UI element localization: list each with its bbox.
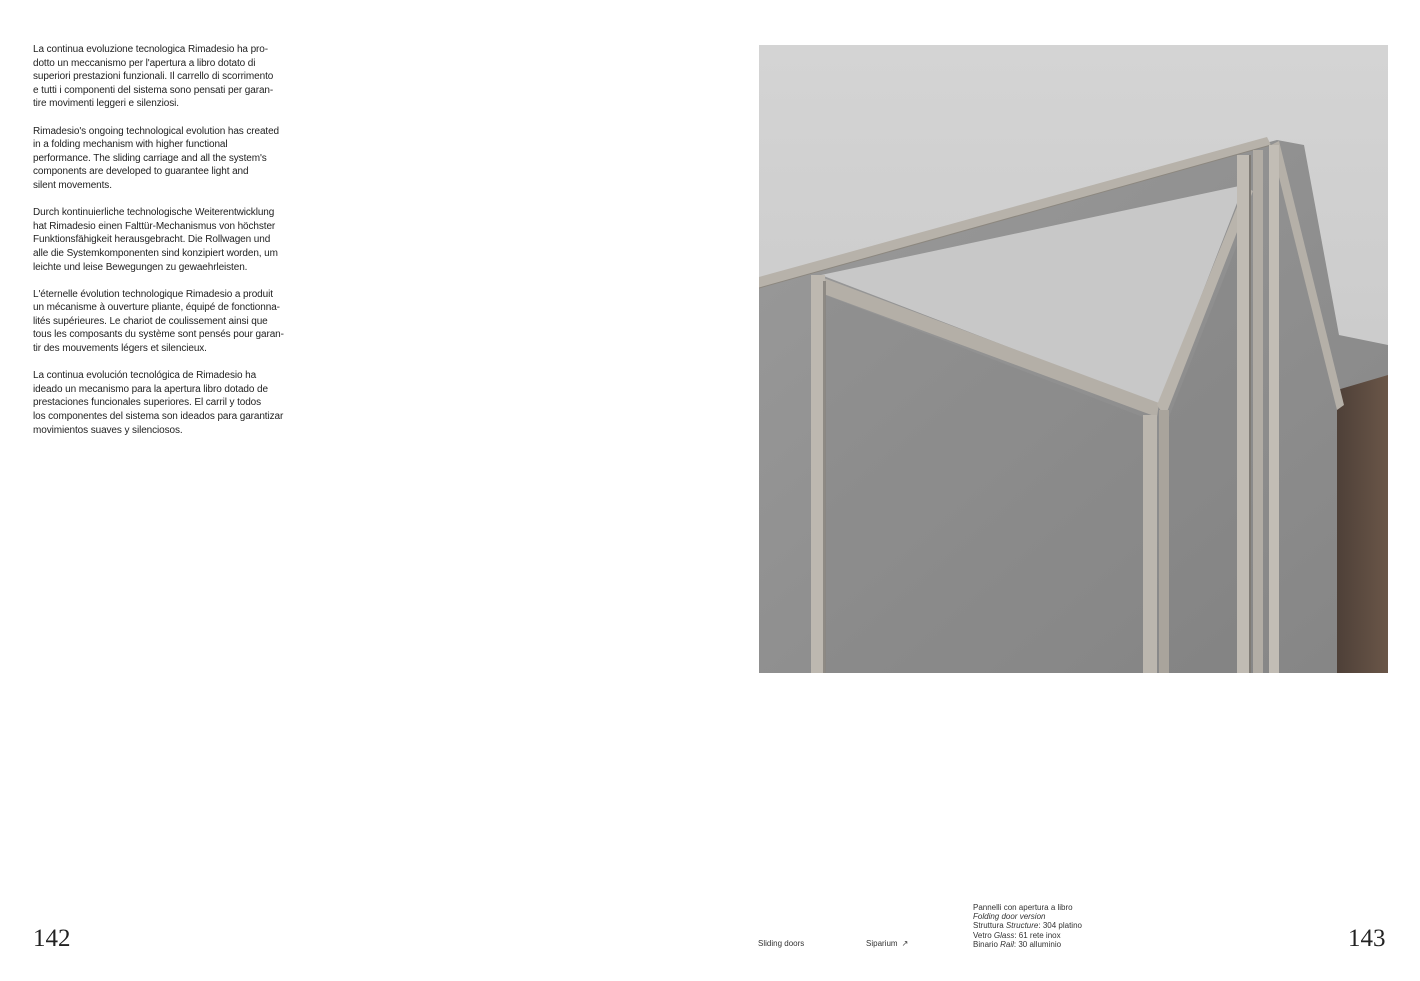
spec-line-5: Binario Rail: 30 alluminio [973,939,1062,949]
page-number-left: 142 [33,925,71,952]
paragraph-german: Durch kontinuierliche technologische Weiterentwicklung hat Rimadesio einen Falttür-Mechanismus von höchster Funktionsfähigkeit herausgebracht. Die Rollwagen und alle die Systemkomponenten sind konzipiert worden, um leichte und leise Bewegungen zu gewaehrleisten. [33,207,278,273]
paragraph-french: L'éternelle évolution technologique Rimadesio a produit un mécanisme à ouverture pliante, équipé de fonctionna- lités supérieures. Le chariot de coulissement ainsi que tous les composants du système sont pensés pour garan- tir des mouvements légers et silencieux. [33,288,284,355]
paragraph-spanish: La continua evolución tecnológica de Rimadesio ha ideado un mecanismo para la apertura libro dotado de prestaciones funcionales superiores. El carril y todos los componentes del sistema son ideados para garantizar movimientos suaves y silenciosos. [33,370,284,436]
footer-product-label: Siparium [866,939,898,948]
text-column [33,43,289,451]
spec-line-1: Pannelli con apertura a libro [973,903,1073,912]
page-number-right: 143 [1348,925,1386,952]
product-specs [973,903,1082,949]
product-photo [759,45,1388,673]
spec-line-4: Vetro Glass: 61 rete inox [973,930,1061,940]
footer-section-label: Sliding doors [758,939,805,948]
footer-product-link[interactable] [866,939,908,949]
arrow-up-right-icon: ↗ [901,939,909,948]
spec-line-2: Folding door version [973,912,1046,922]
spec-line-3: Struttura Structure: 304 platino [973,921,1082,931]
paragraph-italian: La continua evoluzione tecnologica Rimadesio ha pro- dotto un meccanismo per l'apertura a libro dotato di superiori prestazioni funzionali. Il carrello di scorrimento e tutti i componenti del sistema sono pensati per garan- tire movimenti leggeri e silenziosi. [33,44,274,110]
paragraph-english: Rimadesio's ongoing technological evolution has created in a folding mechanism with higher functional performance. The sliding carriage and all the system's components are developed to guarantee light and silent movements. [33,125,280,191]
folding-door-illustration [759,45,1388,673]
